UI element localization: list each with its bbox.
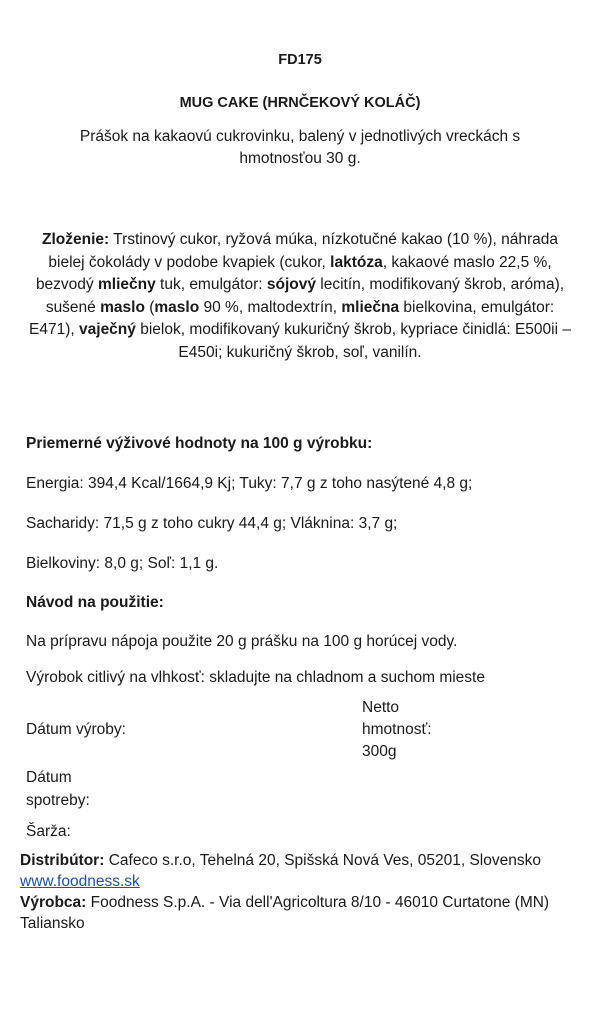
production-date-label: Dátum výroby:	[26, 721, 126, 738]
expiry-date-block	[26, 766, 90, 812]
distributor-label: Distribútor:	[20, 852, 105, 869]
composition-text: tuk, emulgátor:	[155, 276, 267, 293]
composition-text: (	[144, 298, 155, 316]
allergen-lactose: laktóza	[330, 253, 383, 271]
batch-label: Šarža:	[26, 823, 71, 840]
manufacturer-line	[20, 892, 585, 934]
composition-text: lecitín, modifikovaný škrob, aróma), sušené	[45, 276, 565, 316]
expiry-date-label: Dátum	[26, 769, 72, 786]
net-weight-label: hmotnosť:	[362, 721, 432, 738]
net-weight-label: Netto	[362, 699, 400, 716]
nutrition-carbs: Sacharidy: 71,5 g z toho cukry 44,4 g; Vláknina: 3,7 g;	[26, 515, 398, 532]
website-link[interactable]: www.foodness.sk	[20, 873, 140, 890]
composition-text: 90 %, maltodextrín,	[199, 298, 342, 316]
net-weight-value: 300g	[362, 743, 397, 760]
allergen-butter: maslo	[154, 298, 200, 316]
nutrition-protein: Bielkoviny: 8,0 g; Soľ: 1,1 g.	[26, 555, 219, 572]
usage-heading: Návod na použitie:	[26, 594, 164, 611]
composition-text: bielkovina, emulgátor: E471),	[29, 298, 555, 338]
composition-label: Zloženie:	[41, 231, 110, 248]
allergen-milk: mliečny	[97, 276, 156, 293]
allergen-egg: vaječný	[79, 321, 136, 338]
composition-text: , kakaové maslo 22,5 %, bezvodý	[35, 253, 552, 293]
usage-text: Na prípravu nápoja použite 20 g prášku na 100 g horúcej vody.	[26, 633, 458, 650]
distributor-block	[20, 850, 585, 934]
nutrition-energy: Energia: 394,4 Kcal/1664,9 Kj; Tuky: 7,7 g z toho nasýtené 4,8 g;	[26, 475, 473, 492]
distributor-text: Cafeco s.r.o, Tehelná 20, Spišská Nová Ves, 05201, Slovensko	[104, 852, 541, 869]
composition-text: bielok, modifikovaný kukuričný škrob, kypriace činidlá: E500ii – E450i; kukuričný škrob, soľ, vanilín.	[135, 321, 571, 361]
net-weight-block	[362, 697, 432, 763]
composition-paragraph	[22, 229, 578, 364]
storage-text: Výrobok citlivý na vlhkosť: skladujte na chladnom a suchom mieste	[26, 669, 485, 686]
allergen-soy: sójový	[266, 276, 316, 293]
nutrition-heading: Priemerné výživové hodnoty na 100 g výrobku:	[26, 435, 373, 452]
distributor-line	[20, 850, 585, 871]
product-subtitle: Prášok na kakaovú cukrovinku, balený v jednotlivých vreckách s hmotnosťou 30 g.	[79, 128, 521, 167]
allergen-butter: maslo	[100, 298, 145, 316]
product-code: FD175	[278, 52, 322, 68]
allergen-milk: mliečna	[341, 298, 400, 316]
manufacturer-label: Výrobca:	[20, 894, 87, 911]
composition-text: Trstinový cukor, ryžová múka, nízkotučné kakao (10 %), náhrada bielej čokolády v podobe kvapiek (cukor,	[48, 231, 559, 271]
manufacturer-text: Foodness S.p.A. - Via dell'Agricoltura 8/10 - 46010 Curtatone (MN) Taliansko	[20, 894, 550, 932]
expiry-date-label: spotreby:	[26, 792, 90, 809]
product-title: MUG CAKE (HRNČEKOVÝ KOLÁČ)	[179, 95, 421, 111]
